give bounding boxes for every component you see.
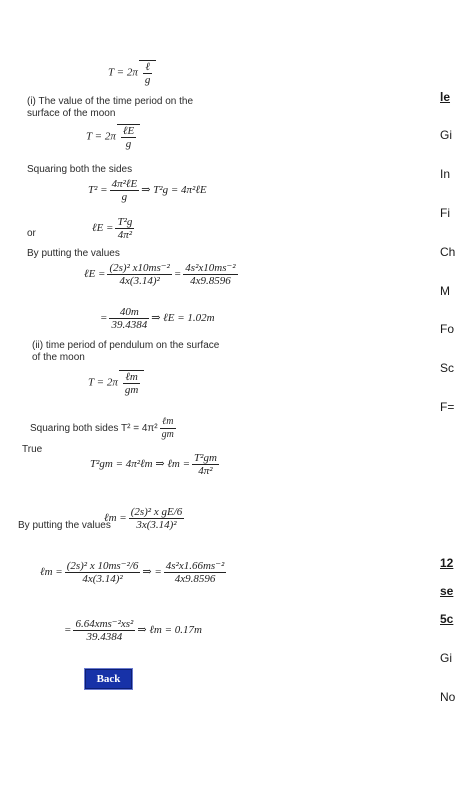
numerator: (2s)² x10ms⁻² — [109, 262, 170, 274]
squaring-heading-1: Squaring both the sides — [27, 164, 133, 175]
right-text-6: Fo — [440, 322, 455, 336]
denominator: 4x9.8596 — [174, 573, 216, 585]
numerator: ℓ — [143, 61, 153, 74]
denominator: 4x9.8596 — [190, 275, 231, 287]
right-text-12: Gi — [440, 651, 452, 665]
sqrt — [119, 370, 144, 396]
denominator: 4x(3.14)² — [82, 573, 123, 585]
numerator: 4π²ℓE — [111, 178, 138, 190]
squaring-heading-2 — [30, 416, 178, 441]
right-text-9: 12 — [440, 556, 454, 570]
denominator: 39.4384 — [111, 319, 148, 331]
putting-values-heading-2: By putting the values — [18, 520, 111, 531]
equation-period — [108, 60, 156, 86]
numerator: ℓE — [122, 125, 135, 137]
right-text-5: M — [440, 284, 450, 298]
denominator: g — [121, 191, 128, 203]
squaring-text: Squaring both sides T² = 4π² — [30, 423, 158, 435]
right-text-3: Fi — [440, 206, 450, 220]
eq-text: ⇒ ℓm = 0.17m — [137, 624, 202, 637]
eq-text: T = 2π — [88, 376, 118, 389]
eq-text: T² = — [88, 184, 108, 197]
right-clipped-column — [438, 0, 455, 800]
right-text-13: No — [440, 690, 455, 704]
sqrt — [117, 124, 140, 150]
equation-squared — [88, 178, 207, 203]
right-text-4: Ch — [440, 245, 455, 259]
equation-period-moon — [88, 370, 144, 396]
part-two-heading: (ii) time period of pendulum on the surface of the moon — [32, 340, 220, 363]
denominator: gm — [161, 429, 174, 440]
fraction — [160, 416, 176, 441]
numerator: T²gm — [194, 452, 217, 464]
right-text-2: In — [440, 167, 451, 181]
numerator: 6.64xms⁻²xs² — [75, 618, 134, 630]
numerator: 4s²x10ms⁻² — [185, 262, 236, 274]
eq-text: = — [173, 268, 182, 281]
eq-text: T = 2π — [86, 130, 116, 143]
denominator: 4π² — [117, 229, 133, 241]
equation-values-moon — [104, 506, 186, 531]
fraction — [115, 216, 134, 241]
back-button[interactable]: Back — [84, 668, 133, 690]
equation-length — [92, 216, 136, 241]
eq-text: ⇒ ℓE = 1.02m — [151, 312, 215, 325]
right-text-7: Sc — [440, 361, 455, 375]
right-text-11: 5c — [440, 612, 454, 626]
right-text-8: F= — [440, 400, 455, 414]
numerator: ℓm — [160, 416, 176, 429]
fraction — [143, 61, 153, 86]
eq-text: ℓE = — [92, 222, 114, 235]
eq-text: T = 2π — [108, 66, 138, 79]
numerator: 4s²x1.66ms⁻² — [165, 560, 225, 572]
right-text-10: se — [440, 584, 454, 598]
eq-text: T²gm = 4π²ℓm ⇒ ℓm = — [90, 458, 191, 471]
fraction — [65, 560, 141, 585]
numerator: ℓm — [123, 371, 140, 384]
fraction — [183, 262, 237, 287]
fraction — [164, 560, 227, 585]
numerator: (2s)² x 10ms⁻²/6 — [66, 560, 139, 572]
right-text-0: le — [440, 90, 451, 104]
fraction — [123, 371, 140, 396]
part-one-heading: (i) The value of the time period on the surface of the moon — [27, 96, 194, 119]
eq-text: = — [100, 312, 108, 325]
denominator: 4x(3.14)² — [119, 275, 160, 287]
numerator: (2s)² x gE/6 — [130, 506, 183, 518]
denominator: g — [125, 138, 132, 150]
numerator: T²g — [117, 216, 133, 228]
equation-substituted-moon — [40, 560, 228, 585]
denominator: gm — [124, 384, 139, 396]
fraction — [107, 262, 171, 287]
eq-text: ℓE = — [84, 268, 106, 281]
putting-values-heading-1: By putting the values — [27, 248, 120, 259]
eq-text: = — [64, 624, 72, 637]
denominator: 3x(3.14)² — [136, 519, 177, 531]
equation-result-earth — [100, 306, 215, 331]
eq-text: ℓm = — [104, 512, 127, 525]
fraction — [110, 178, 140, 203]
equation-period-earth — [86, 124, 140, 150]
fraction — [192, 452, 219, 477]
eq-text: ⇒ = — [142, 566, 162, 579]
denominator: g — [144, 74, 151, 86]
right-text-1: Gi — [440, 128, 452, 142]
denominator: 4π² — [198, 465, 213, 477]
numerator: 40m — [109, 306, 149, 319]
equation-result-moon — [64, 618, 202, 643]
scanned-solution-image — [0, 0, 236, 700]
denominator: 39.4384 — [86, 631, 123, 643]
or-label: or — [27, 228, 36, 239]
fraction — [73, 618, 135, 643]
fraction — [129, 506, 185, 531]
sqrt — [139, 60, 157, 86]
fraction — [109, 306, 149, 331]
eq-text: ⇒ T²g = 4π²ℓE — [141, 184, 207, 197]
true-label: True — [22, 444, 43, 455]
eq-text: ℓm = — [40, 566, 63, 579]
equation-values — [84, 262, 240, 287]
equation-length-moon — [90, 452, 221, 477]
fraction — [121, 125, 136, 150]
